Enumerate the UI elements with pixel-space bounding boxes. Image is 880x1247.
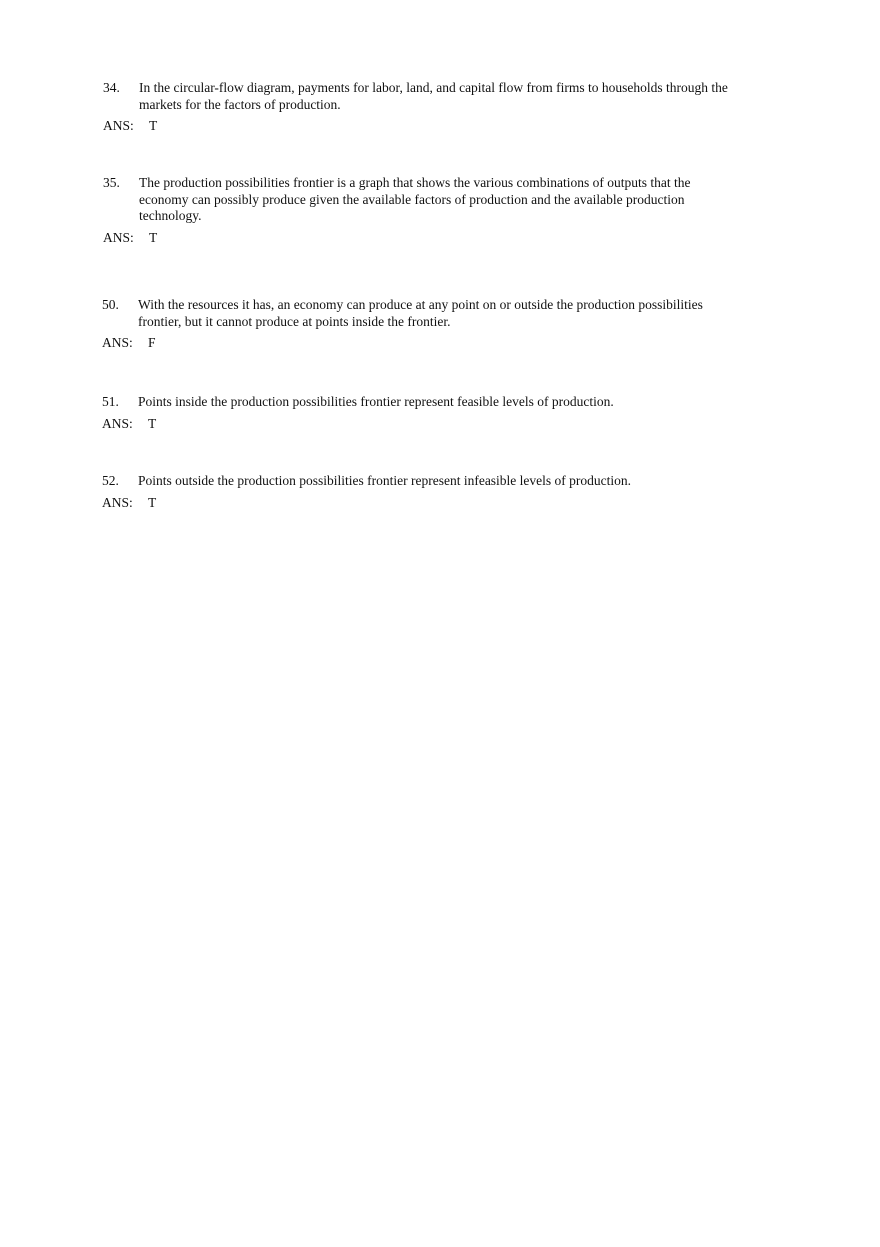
question-text: Points inside the production possibilities frontier represent feasible levels of production. bbox=[138, 394, 614, 409]
question-number: 35. bbox=[103, 175, 120, 190]
answer-line bbox=[103, 117, 880, 135]
answer-label: ANS: bbox=[102, 415, 133, 431]
question-line bbox=[102, 394, 880, 411]
answer-line bbox=[102, 415, 880, 433]
question-number: 50. bbox=[102, 297, 119, 312]
answer-label: ANS: bbox=[102, 335, 133, 350]
answer-label: ANS: bbox=[102, 494, 133, 510]
answer-value: F bbox=[148, 335, 156, 350]
question-line bbox=[103, 175, 880, 225]
question-text: Points outside the production possibilities frontier represent infeasible levels of production. bbox=[138, 473, 632, 488]
answer-label: ANS: bbox=[103, 229, 134, 245]
question-51 bbox=[0, 394, 880, 433]
question-50 bbox=[0, 297, 880, 352]
answer-value: T bbox=[148, 415, 157, 431]
question-text: The production possibilities frontier is a graph that shows the various combinations of outputs that the economy can possibly produce given the available factors of production and the available production technology. bbox=[139, 175, 691, 223]
question-line bbox=[103, 80, 880, 113]
question-line bbox=[102, 473, 880, 490]
question-text: With the resources it has, an economy can produce at any point on or outside the production possibilities frontier, but it cannot produce at points inside the frontier. bbox=[138, 297, 703, 329]
answer-line bbox=[103, 229, 880, 247]
question-text: In the circular-flow diagram, payments for labor, land, and capital flow from firms to households through the markets for the factors of production. bbox=[139, 80, 728, 112]
answer-line bbox=[102, 334, 880, 352]
question-number: 52. bbox=[102, 473, 119, 488]
answer-value: T bbox=[149, 229, 158, 245]
answer-value: T bbox=[149, 118, 158, 133]
answer-value: T bbox=[148, 494, 157, 510]
answer-label: ANS: bbox=[103, 118, 134, 133]
answer-line bbox=[102, 494, 880, 512]
question-line bbox=[102, 297, 880, 330]
question-52 bbox=[0, 473, 880, 512]
question-number: 34. bbox=[103, 80, 120, 95]
question-34 bbox=[0, 80, 880, 135]
question-35 bbox=[0, 175, 880, 247]
question-number: 51. bbox=[102, 394, 119, 409]
